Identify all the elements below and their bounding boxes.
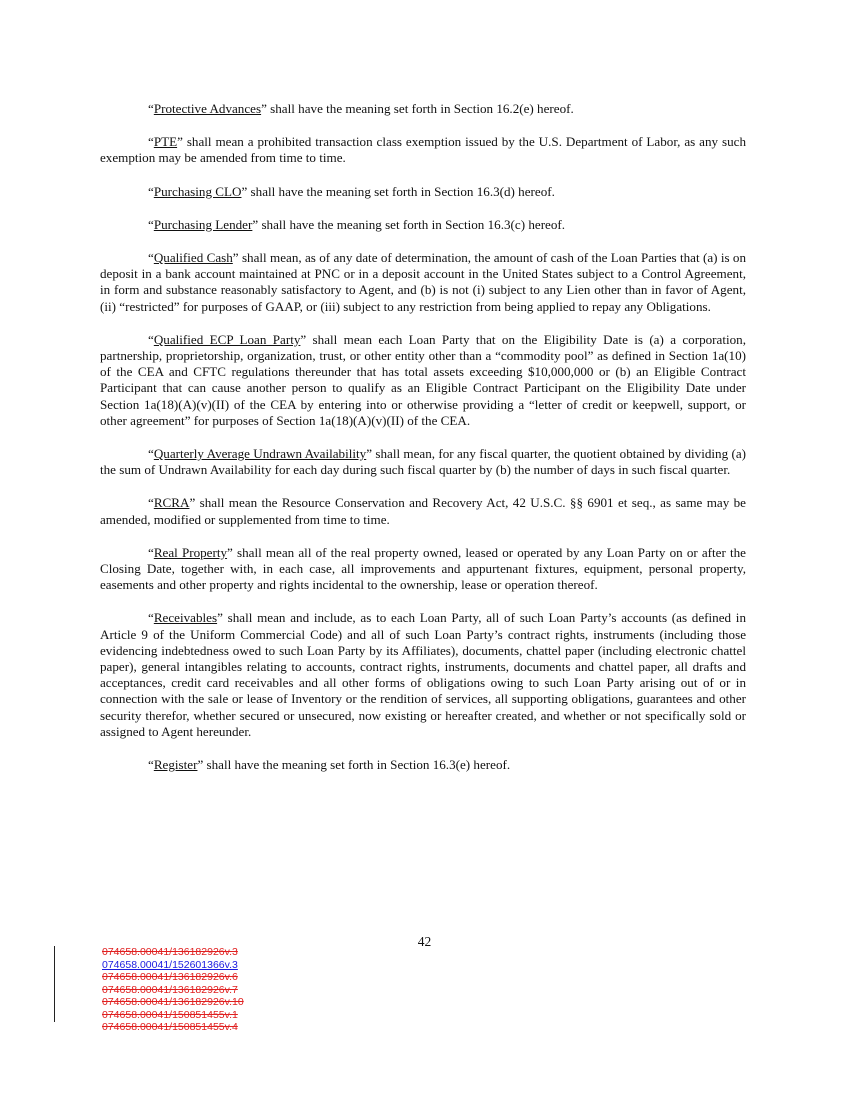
defined-term: Protective Advances xyxy=(153,101,262,116)
doc-id-line: 074658.00041/136182926v.6 xyxy=(102,971,238,983)
definition-text: ” shall mean the Resource Conservation and Recovery Act, 42 U.S.C. §§ 6901 et seq., as same may be amended, modified or supplemented from time to time. xyxy=(100,495,746,527)
doc-id-line: 074658.00041/136182926v.7 xyxy=(102,983,238,996)
open-quote: “ xyxy=(148,183,154,199)
definition-text: ” shall mean all of the real property owned, leased or operated by any Loan Party on or after the Closing Date, together with, in each case, all improvements and appurtenant fixtures, equipment, personal property, easements and other property and rights incidental to the ownership, lease or operation thereof. xyxy=(100,544,746,593)
doc-id-line: 074658.00041/150851455v.4 xyxy=(102,1021,238,1033)
defined-term: Purchasing CLO xyxy=(153,183,242,199)
document-id-footer xyxy=(54,946,244,1033)
definition-paragraph xyxy=(100,217,746,233)
definition-paragraph xyxy=(100,184,746,200)
open-quote: “ xyxy=(148,216,154,232)
definition-paragraph xyxy=(100,446,746,478)
open-quote: “ xyxy=(148,250,154,266)
definition-paragraph xyxy=(100,101,746,117)
definition-paragraph xyxy=(100,757,746,773)
definition-paragraph xyxy=(100,495,746,527)
defined-term: Qualified ECP Loan Party xyxy=(153,331,301,347)
open-quote: “ xyxy=(148,331,154,347)
open-quote: “ xyxy=(148,495,154,511)
definition-paragraph xyxy=(100,250,746,315)
open-quote: “ xyxy=(148,101,154,116)
definition-paragraph xyxy=(100,134,746,166)
definition-text: ” shall have the meaning set forth in Section 16.3(d) hereof. xyxy=(241,183,555,199)
defined-term: Qualified Cash xyxy=(153,250,233,266)
definition-paragraph xyxy=(100,332,746,429)
defined-term: PTE xyxy=(153,134,178,150)
doc-id-line: 074658.00041/152601366v.3 xyxy=(102,958,238,971)
defined-term: Receivables xyxy=(153,610,218,626)
open-quote: “ xyxy=(148,610,154,626)
definition-text: ” shall mean a prohibited transaction class exemption issued by the U.S. Department of Labor, as any such exemption may be amended from time to time. xyxy=(100,134,746,166)
definitions-section xyxy=(100,101,746,790)
definition-text: ” shall mean, for any fiscal quarter, the quotient obtained by dividing (a) the sum of Undrawn Availability for each day during such fiscal quarter by (b) the number of days in such fiscal quarter. xyxy=(100,446,747,478)
defined-term: Register xyxy=(153,757,198,773)
defined-term: Quarterly Average Undrawn Availability xyxy=(153,446,367,462)
doc-id-line: 074658.00041/136182926v.10 xyxy=(102,996,244,1008)
definition-text: ” shall have the meaning set forth in Section 16.2(e) hereof. xyxy=(261,101,574,116)
definition-paragraph xyxy=(100,545,746,594)
definition-text: ” shall mean each Loan Party that on the Eligibility Date is (a) a corporation, partnership, proprietorship, organization, trust, or other entity other than a “commodity pool” as defined in Section 1a(10) of the CEA and CFTC regulations thereunder that has total assets exceeding $10,000,000 or (b) an Eligible Contract Participant that can cause another person to qualify as an Eligible Contract Participant on the Eligibility Date under Section 1a(18)(A)(v)(II) of the CEA by entering into or otherwise providing a “letter of credit or keepwell, support, or other agreement” for purposes of Section 1a(18)(A)(v)(II) of the CEA. xyxy=(100,331,746,428)
defined-term: RCRA xyxy=(153,495,190,511)
defined-term: Purchasing Lender xyxy=(153,216,253,232)
doc-id-line: 074658.00041/136182926v.3 xyxy=(102,946,238,958)
open-quote: “ xyxy=(148,544,154,560)
page-number: 42 xyxy=(417,934,432,949)
definition-text: ” shall mean, as of any date of determination, the amount of cash of the Loan Parties that (a) is on deposit in a bank account maintained at PNC or in a deposit account in the United States subject to a Control Agreement, in form and substance reasonably satisfactory to Agent, and (b) is not (i) subject to any Lien other than in favor of Agent, (ii) “restricted” for purposes of GAAP, or (iii) subject to any restriction from being applied to repay any Obligations. xyxy=(100,250,746,314)
open-quote: “ xyxy=(148,446,154,462)
definition-text: ” shall have the meaning set forth in Section 16.3(c) hereof. xyxy=(252,216,566,232)
open-quote: “ xyxy=(148,134,154,150)
open-quote: “ xyxy=(148,757,154,773)
definition-text: ” shall mean and include, as to each Loan Party, all of such Loan Party’s accounts (as defined in Article 9 of the Uniform Commercial Code) and all of such Loan Party’s contract rights, instruments (including those evidencing indebtedness owed to such Loan Party by its Affiliates), documents, chattel paper (including electronic chattel paper), general intangibles relating to accounts, contract rights, instruments, documents and chattel paper, all drafts and acceptances, credit card receivables and all other forms of obligations owing to such Loan Party arising out of or in connection with the sale or lease of Inventory or the rendition of services, all supporting obligations, guarantees and other security therefor, whether secured or unsecured, now existing or hereafter created, and whether or not specifically sold or assigned to Agent hereunder. xyxy=(100,610,746,739)
definition-paragraph xyxy=(100,610,746,740)
definition-text: ” shall have the meaning set forth in Section 16.3(e) hereof. xyxy=(197,757,511,773)
doc-id-line: 074658.00041/150851455v.1 xyxy=(102,1008,238,1021)
defined-term: Real Property xyxy=(153,544,228,560)
